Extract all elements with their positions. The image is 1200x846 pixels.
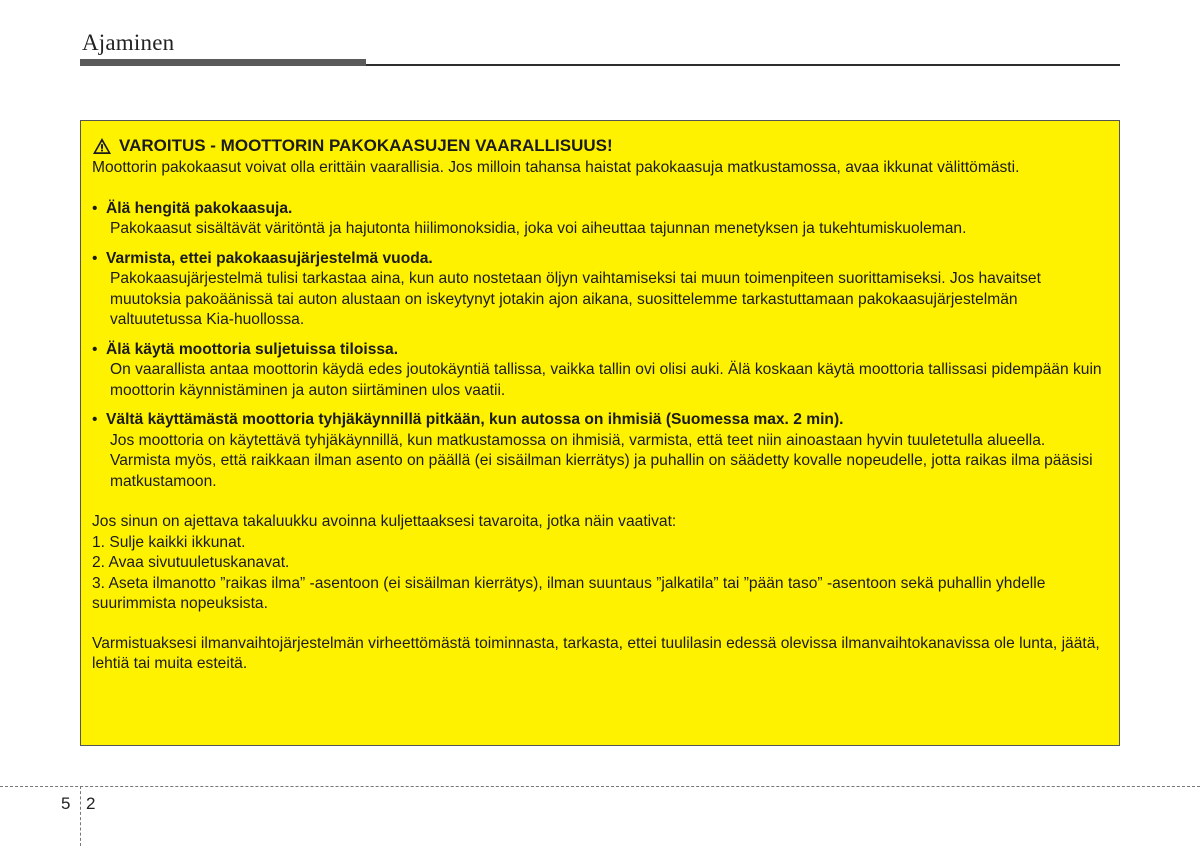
bullet-title: Varmista, ettei pakokaasujärjestelmä vuoda. xyxy=(106,249,433,267)
bullet-body: On vaarallista antaa moottorin käydä edes joutokäyntiä tallissa, vaikka tallin ovi olisi auki. Älä koskaan käytä moottoria tallissasi pidempään kuin moottorin käynnistäminen ja auton siirtäminen ulos vaatii. xyxy=(110,361,1102,399)
bullet-dot: • xyxy=(92,411,98,428)
header-rule-thick xyxy=(80,59,366,66)
bullet-title: Älä käytä moottoria suljetuissa tiloissa. xyxy=(106,340,399,358)
bullet-title: Älä hengitä pakokaasuja. xyxy=(106,199,293,217)
step-item: 3. Aseta ilmanotto ”raikas ilma” -asentoon (ei sisäilman kierrätys), ilman suuntaus ”jalkatila” tai ”pään taso” -asentoon sekä puhallin yhdelle suurimmista nopeuksista. xyxy=(92,574,1046,612)
warning-bullet xyxy=(92,340,1107,402)
bullet-body: Jos moottoria on käytettävä tyhjäkäynnillä, kun matkustamossa on ihmisiä, varmista, että teet niin ainoastaan hyvin tuuletetulla alueella. Varmista myös, että raikkaan ilman asento on päällä (ei sisäilman kierrätys) ja puhallin on säädetty kovalle nopeudelle, jotta raikas ilma pääsisi matkustamoon. xyxy=(110,431,1093,490)
warning-triangle-icon xyxy=(92,137,112,155)
warning-bullet xyxy=(92,199,1107,240)
header-rule-thin xyxy=(366,64,1120,66)
warning-box xyxy=(80,120,1120,746)
page-number: 2 xyxy=(86,794,96,813)
warning-bullet xyxy=(92,249,1107,331)
bullet-dot: • xyxy=(92,249,98,267)
bullet-dot: • xyxy=(92,199,98,217)
step-item: 2. Avaa sivutuuletuskanavat. xyxy=(92,554,290,571)
tailgate-intro: Jos sinun on ajettava takaluukku avoinna kuljettaaksesi tavaroita, jotka näin vaativat: xyxy=(92,513,677,530)
closing-note: Varmistuaksesi ilmanvaihtojärjestelmän virheettömästä toiminnasta, tarkasta, ettei tuulilasin edessä olevissa ilmanvaihtokanavissa ole lunta, jäätä, lehtiä tai muita esteitä. xyxy=(92,634,1100,672)
bullet-body: Pakokaasut sisältävät väritöntä ja hajutonta hiilimonoksidia, joka voi aiheuttaa tajunnan menetyksen ja tukehtumiskuoleman. xyxy=(110,220,967,237)
bullet-title: Vältä käyttämästä moottoria tyhjäkäynnillä pitkään, kun autossa on ihmisiä (Suomessa max. 2 min). xyxy=(106,411,844,428)
warning-heading-text: VAROITUS - MOOTTORIN PAKOKAASUJEN VAARALLISUUS! xyxy=(119,136,613,155)
warning-heading xyxy=(92,135,1107,157)
section-title: Ajaminen xyxy=(82,30,175,55)
footer-page-divider xyxy=(80,786,81,846)
chapter-number: 5 xyxy=(61,794,71,813)
bullet-body: Pakokaasujärjestelmä tulisi tarkastaa aina, kun auto nostetaan öljyn vaihtamiseksi tai muun toimenpiteen suorittamiseksi. Jos havaitset muutoksia pakoäänissä tai auton alustaan on iskeytynyt jotakin ajon aikana, suosittelemme tarkastuttamaan pakokaasujärjestelmän valtuutetussa Kia-huollossa. xyxy=(110,270,1041,328)
warning-intro: Moottorin pakokaasut voivat olla erittäin vaarallisia. Jos milloin tahansa haistat pakokaasuja matkustamossa, avaa ikkunat välittömästi. xyxy=(92,159,1020,176)
step-item: 1. Sulje kaikki ikkunat. xyxy=(92,533,246,551)
warning-bullet xyxy=(92,410,1107,492)
bullet-dot: • xyxy=(92,340,98,358)
footer-divider xyxy=(0,786,1200,787)
